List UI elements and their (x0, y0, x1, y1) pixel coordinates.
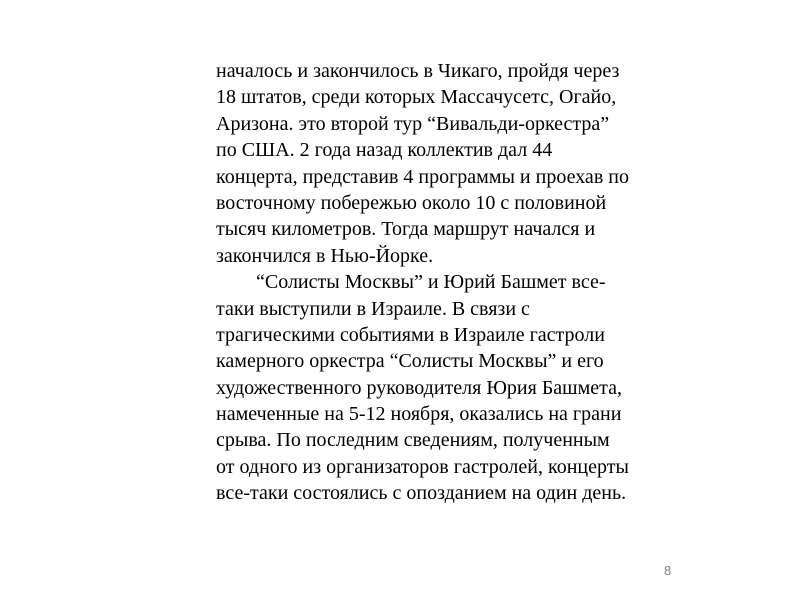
text-line: камерного оркестра “Солисты Москвы” и его (216, 350, 604, 373)
text-line: все-таки состоялись с опозданием на один день. (216, 482, 627, 505)
text-line: восточному побережью около 10 с половиной (216, 191, 607, 214)
text-line: Аризона. это второй тур “Вивальди-оркестра” (216, 112, 610, 135)
text-line: концерта, представив 4 программы и проехав по (216, 165, 629, 188)
text-line: трагическими событиями в Израиле гастроли (216, 323, 605, 346)
text-line: художественного руководителя Юрия Башмета, (216, 376, 622, 399)
text-line: намеченные на 5-12 ноября, оказались на грани (216, 403, 622, 426)
text-line: тысяч километров. Тогда маршрут начался и (216, 218, 596, 241)
text-line: по США. 2 года назад коллектив дал 44 (216, 139, 553, 162)
body-text (216, 58, 686, 507)
text-line: таки выступили в Израиле. В связи с (216, 297, 530, 320)
text-line: 18 штатов, среди которых Массачусетс, Огайо, (216, 86, 617, 109)
text-line: закончился в Нью-Йорке. (216, 244, 434, 267)
page-number: 8 (664, 563, 672, 578)
text-line: началось и закончилось в Чикаго, пройдя через (216, 60, 620, 82)
text-line: срыва. По последним сведениям, полученным (216, 429, 610, 452)
paragraph-start-line: “Солисты Москвы” и Юрий Башмет все- (256, 271, 606, 294)
text-line: от одного из организаторов гастролей, концерты (216, 455, 629, 478)
